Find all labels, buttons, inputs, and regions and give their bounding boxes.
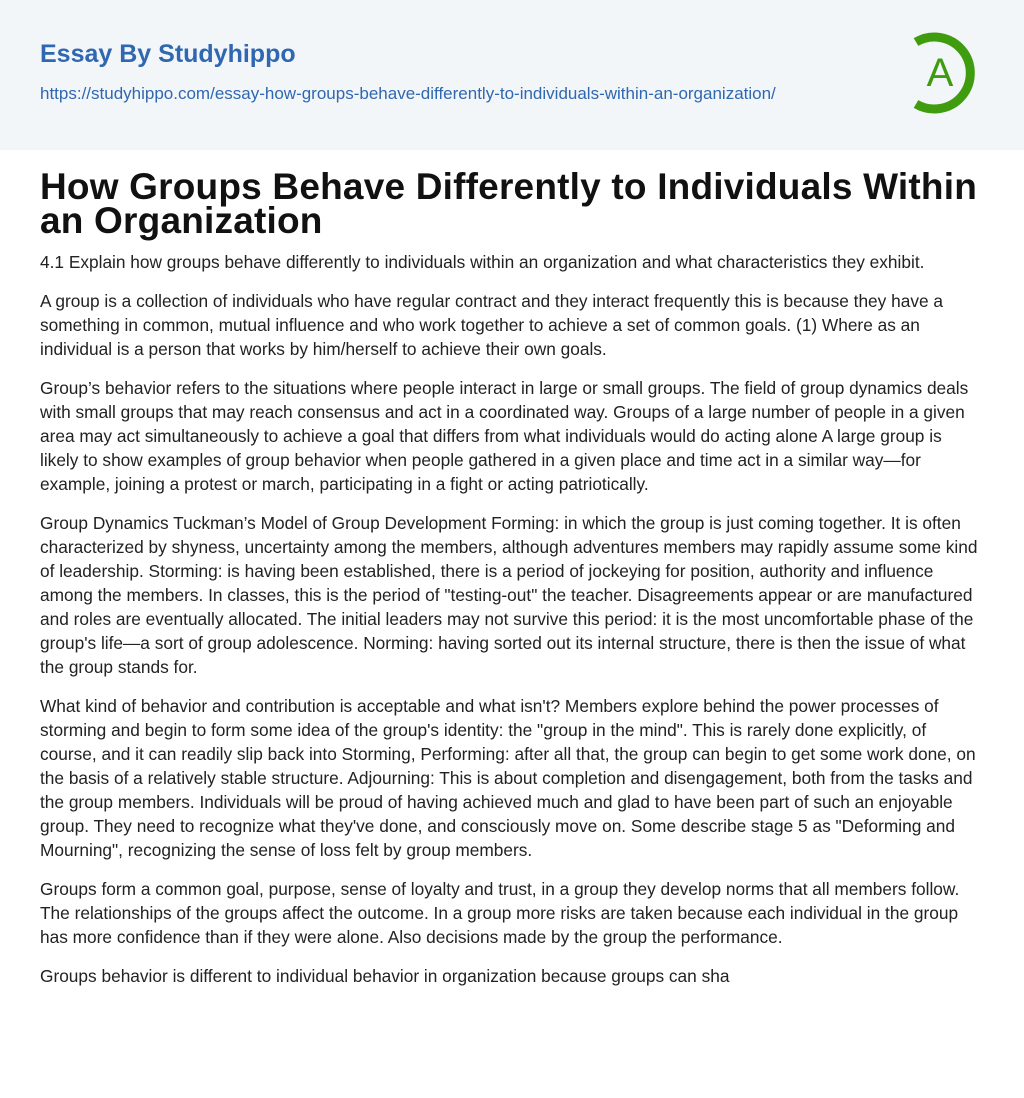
essay-paragraph: Groups form a common goal, purpose, sense of loyalty and trust, in a group they develop norms that all members follow. The relationships of the groups affect the outcome. In a group more risks are taken because each individual in the group has more confidence than if they were alone. Also decisions made by the group the performance. [40,879,960,947]
essay-title: How Groups Behave Differently to Individuals Within an Organization [40,166,978,241]
essay-paragraph: Group’s behavior refers to the situations where people interact in large or small groups. The field of group dynamics deals with small groups that may reach consensus and act in a coordinated way. Groups of a large number of people in a given area may act simultaneously to achieve a goal that differs from what individuals would do acting alone A large group is likely to show examples of group behavior when people gathered in a given place and time act in a similar way—for example, joining a protest or march, participating in a fight or acting patriotically. [40,378,969,494]
logo-letter: A [926,51,954,95]
essay-paragraph: 4.1 Explain how groups behave differently to individuals within an organization and what characteristics they exhibit. [40,252,925,272]
essay-paragraph: What kind of behavior and contribution is acceptable and what isn't? Members explore behind the power processes of storming and begin to form some idea of the group's identity: the "group in the mind". This is rarely done explicitly, of course, and it can readily slip back into Storming, Performing: after all that, the group can begin to get some work done, on the basis of a relatively stable structure. Adjourning: This is about completion and disengagement, both from the tasks and the group members. Individuals will be proud of having achieved much and glad to have been part of such an enjoyable group. They need to recognize what they've done, and consciously move on. Some describe stage 5 as "Deforming and Mourning", recognizing the sense of loss felt by group members. [40,696,976,860]
essay-paragraph: A group is a collection of individuals who have regular contract and they interact frequently this is because they have a something in common, mutual influence and who work together to achieve a set of common goals. (1) Where as an individual is a person that works by him/herself to achieve their own goals. [40,291,943,359]
essay-paragraph: Group Dynamics Tuckman’s Model of Group Development Forming: in which the group is just coming together. It is often characterized by shyness, uncertainty among the members, although adventures members may rapidly assume some kind of leadership. Storming: is having been established, there is a period of jockeying for position, authority and influence among the members. In classes, this is the period of "testing-out" the teacher. Disagreements appear or are manufactured and roles are eventually allocated. The initial leaders may not survive this period: it is the most uncomfortable phase of the group's life—a sort of group adolescence. Norming: having sorted out its internal structure, there is then the issue of what the group stands for. [40,513,978,677]
essay-paragraph-truncated: Groups behavior is different to individual behavior in organization because groups can sha [40,966,730,986]
site-header [0,0,1024,150]
studyhippo-logo-icon[interactable] [904,28,988,116]
essay-article [0,150,1024,988]
brand-title: Essay By Studyhippo [40,40,296,68]
essay-url-link[interactable]: https://studyhippo.com/essay-how-groups-behave-differently-to-individuals-within-an-organization/ [40,84,776,103]
